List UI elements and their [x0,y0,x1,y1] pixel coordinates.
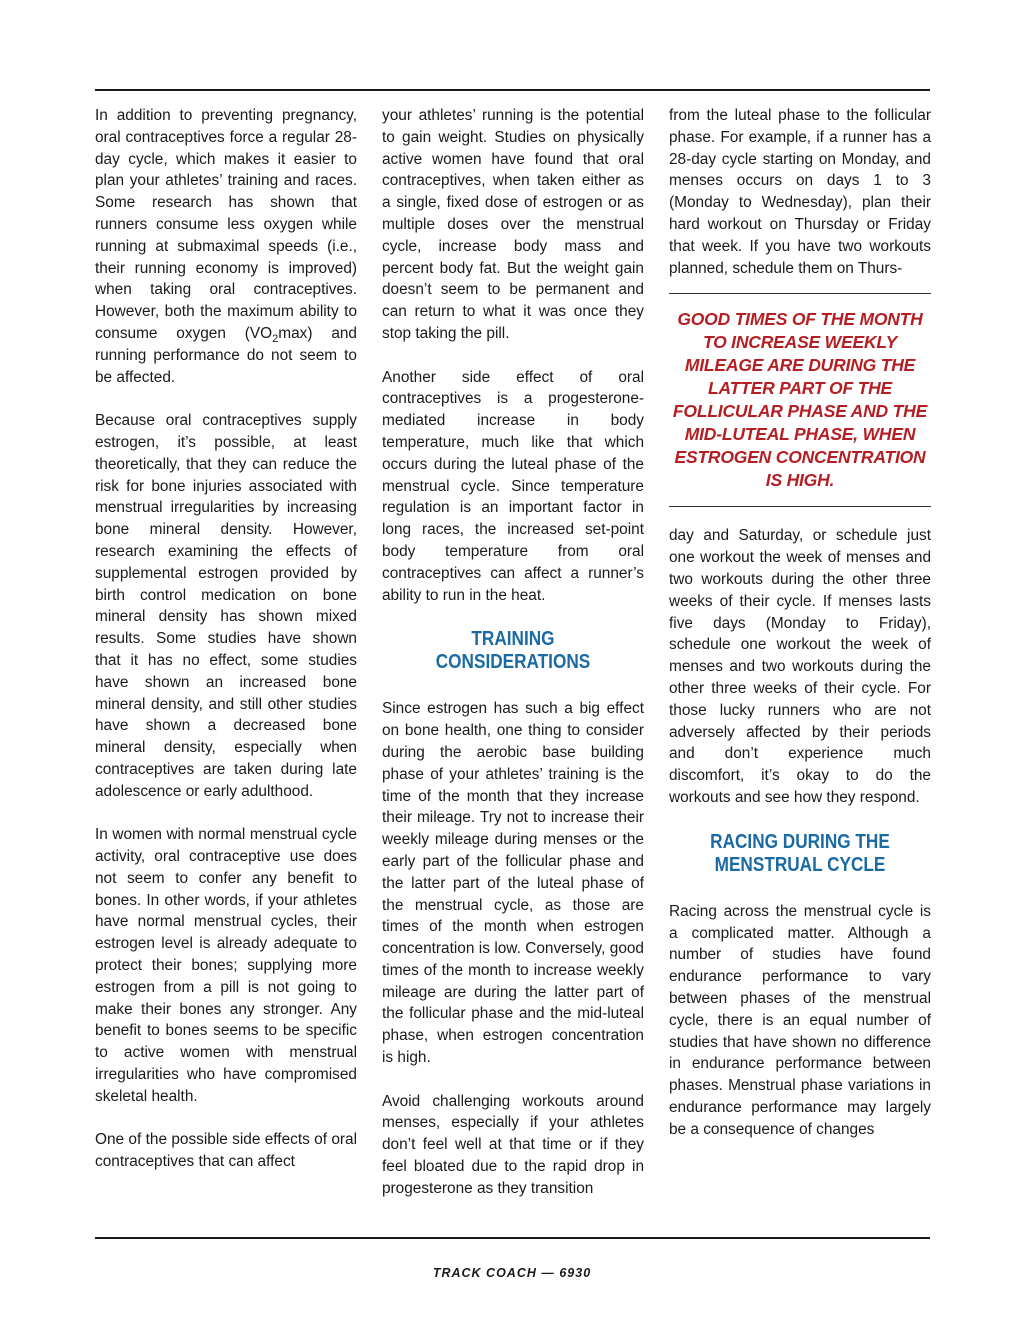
bottom-rule [95,1237,930,1239]
heading-line: RACING DURING THE [710,830,890,853]
paragraph-text: In addition to preventing pregnancy, oral contraceptives force a regular 28-day cycle, which makes it easier to plan your athletes’ training and races. Some research has shown that runners consume less oxygen while running at submaximal speeds (i.e., their running economy is improved) when taking oral contraceptives. However, both the maximum ability to consume oxygen (VO [95,107,357,342]
paragraph [95,105,357,388]
column-2 [382,105,644,1200]
heading-line: CONSIDERATIONS [435,651,591,674]
top-rule [95,89,930,91]
paragraph: In women with normal menstrual cycle activity, oral contraceptive use does not seem to confer any benefit to bones. In other words, if your athletes have normal menstrual cycles, their estrogen level is already adequate to protect their bones; supplying more estrogen from a pill is not going to make their bones any stronger. Any benefit to bones seems to be specific to active women with menstrual irregularities who have compromised skeletal health. [95,826,357,1105]
subscript: 2 [272,333,279,346]
paragraph: your athletes’ running is the potential to gain weight. Studies on physically active women have found that oral contraceptives, when taken either as a single, fixed dose of estrogen or as multiple doses over the menstrual cycle, increase body mass and percent body fat. But the weight gain doesn’t seem to be permanent and can return to what it was once they stop taking the pill. [382,107,644,342]
column-1 [95,105,357,1173]
page-footer: TRACK COACH — 6930 [432,1266,592,1280]
paragraph: Avoid challenging workouts around menses, especially if your athletes don’t feel well at that time or if they feel bloated due to the rapid drop in progesterone as they transition [382,1092,644,1197]
heading-line: TRAINING [471,628,555,651]
paragraph: One of the possible side effects of oral contraceptives that can affect [95,1131,357,1171]
paragraph-text: max) and running performance do not seem to be affected. [95,324,357,386]
section-heading-racing [687,831,912,877]
paragraph: Because oral contraceptives supply estrogen, it’s possible, at least theoretically, that they can reduce the risk for bone injuries associated with menstrual irregularities by increasing bone mineral density. However, research examining the effects of supplemental estrogen provided by birth control medication on bone mineral density has shown mixed results. Some studies have shown that it has no effect, some studies have shown an increased bone mineral density, and still other studies have shown a decreased bone mineral density, especially when contraceptives are taken during late adolescence or early adulthood. [95,412,357,800]
paragraph: Another side effect of oral contraceptives is a progesterone-mediated increase in body temperature, much like that which occurs during the luteal phase of the menstrual cycle. Since temperature regulation is an important factor in long races, the increased set-point body temperature from oral contraceptives can affect a runner’s ability to run in the heat. [382,368,644,604]
paragraph: Racing across the menstrual cycle is a complicated matter. Although a number of studies have found endurance performance to vary between phases of the menstrual cycle, there is an equal number of studies that have shown no difference in endurance performance between phases. Menstrual phase variations in endurance performance may largely be a consequence of changes [669,902,931,1138]
section-heading-training [400,628,625,674]
pull-quote: GOOD TIMES OF THE MONTH TO INCREASE WEEKLY MILEAGE ARE DURING THE LATTER PART OF THE FOLLICULAR PHASE AND THE MID-LUTEAL PHASE, WHEN ESTROGEN CONCENTRATION IS HIGH. [669,293,931,507]
paragraph: Since estrogen has such a big effect on bone health, one thing to consider during the aerobic base building phase of your athletes’ training is the time of the month that they increase their mileage. Try not to increase their weekly mileage during menses or the early part of the follicular phase and the latter part of the luteal phase of the menstrual cycle, as those are times of the month when estrogen concentration is low. Conversely, good times of the month to increase weekly mileage are during the latter part of the follicular phase and the mid-luteal phase, when estrogen concentration is high. [382,700,644,1067]
column-3 [669,105,931,1141]
paragraph: from the luteal phase to the follicular phase. For example, if a runner has a 28-day cycle starting on Monday, and menses occurs on days 1 to 3 (Monday to Wednesday), plan their hard workout on Thursday or Friday that week. If you have two workouts planned, schedule them on Thurs- [669,107,931,277]
paragraph: day and Saturday, or schedule just one workout the week of menses and two workouts during the other three weeks of their cycle. If menses lasts five days (Monday to Friday), schedule one workout the week of menses and two workouts during the other three weeks of their cycle. For those lucky runners who are not adversely affected by their periods and don’t experience much discomfort, it’s okay to do the workouts and see how they respond. [669,527,931,806]
heading-line: MENSTRUAL CYCLE [714,853,886,876]
